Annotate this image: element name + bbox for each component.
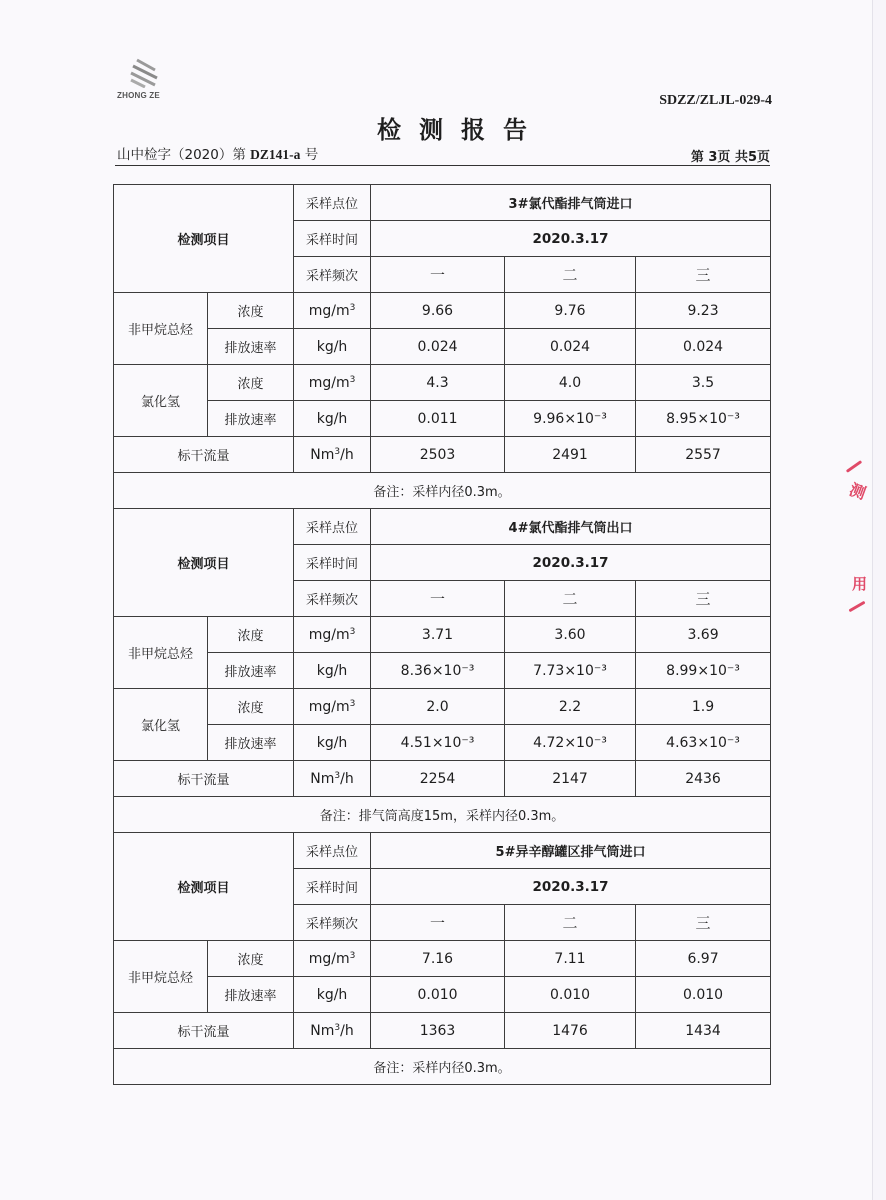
value-cell: 6.97	[636, 941, 771, 977]
value-cell: 9.66	[371, 293, 505, 329]
frequency-2: 二	[505, 905, 636, 941]
emission-rate-label: 排放速率	[208, 329, 294, 365]
value-cell: 3.69	[636, 617, 771, 653]
value-cell: 4.51×10⁻³	[371, 725, 505, 761]
sampling-frequency-label: 采样频次	[294, 905, 371, 941]
red-seal-stamp	[840, 465, 870, 615]
frequency-3: 三	[636, 257, 771, 293]
value-cell: 1363	[371, 1013, 505, 1049]
value-cell: 4.3	[371, 365, 505, 401]
unit-concentration: $mg/m^3$	[294, 617, 371, 653]
value-cell: 7.16	[371, 941, 505, 977]
std-dry-flow-label: 标干流量	[114, 761, 294, 797]
table-row	[114, 1049, 771, 1085]
sampling-frequency-label: 采样频次	[294, 257, 371, 293]
table-row	[114, 1013, 771, 1049]
value-cell: 1434	[636, 1013, 771, 1049]
std-dry-flow-label: 标干流量	[114, 437, 294, 473]
value-cell: 8.36×10⁻³	[371, 653, 505, 689]
stamp-fragment-top: 测	[846, 479, 869, 504]
value-cell: 8.99×10⁻³	[636, 653, 771, 689]
sampling-point-value: 4#氯代酯排气筒出口	[371, 509, 771, 545]
table-row	[114, 941, 771, 977]
sampling-point-value: 3#氯代酯排气筒进口	[371, 185, 771, 221]
value-cell: 2.0	[371, 689, 505, 725]
remark: 备注：采样内径0.3m。	[114, 1049, 771, 1085]
report-number-prefix: 山中检字（2020）第	[117, 147, 246, 163]
concentration-label: 浓度	[208, 617, 294, 653]
value-cell: 7.11	[505, 941, 636, 977]
value-cell: 2.2	[505, 689, 636, 725]
table-row	[114, 977, 771, 1013]
sampling-time-value: 2020.3.17	[371, 221, 771, 257]
unit-rate: kg/h	[294, 653, 371, 689]
frequency-2: 二	[505, 581, 636, 617]
value-cell: 9.96×10⁻³	[505, 401, 636, 437]
nmhc-label: 非甲烷总烃	[114, 941, 208, 1013]
page-indicator: 第 3页 共5页	[690, 150, 770, 165]
report-number	[117, 143, 318, 163]
sampling-point-label: 采样点位	[294, 185, 371, 221]
zhongze-logo	[117, 58, 167, 108]
table-row	[114, 329, 771, 365]
sampling-time-value: 2020.3.17	[371, 545, 771, 581]
test-item-header: 检测项目	[114, 185, 294, 293]
value-cell: 0.011	[371, 401, 505, 437]
remark: 备注：排气筒高度15m，采样内径0.3m。	[114, 797, 771, 833]
value-cell: 4.0	[505, 365, 636, 401]
concentration-label: 浓度	[208, 293, 294, 329]
unit-concentration: $mg/m^3$	[294, 365, 371, 401]
table-row	[114, 473, 771, 509]
unit-flow: Nm$^3$/h	[294, 437, 371, 473]
sampling-time-label: 采样时间	[294, 545, 371, 581]
value-cell: 3.60	[505, 617, 636, 653]
emission-rate-label: 排放速率	[208, 977, 294, 1013]
document-code: SDZZ/ZLJL-029-4	[659, 93, 772, 108]
frequency-1: 一	[371, 581, 505, 617]
remark: 备注：采样内径0.3m。	[114, 473, 771, 509]
value-cell: 4.63×10⁻³	[636, 725, 771, 761]
frequency-1: 一	[371, 257, 505, 293]
logo-stripes-icon	[127, 58, 161, 88]
sampling-time-label: 采样时间	[294, 869, 371, 905]
concentration-label: 浓度	[208, 941, 294, 977]
value-cell: 2491	[505, 437, 636, 473]
sampling-time-label: 采样时间	[294, 221, 371, 257]
table-row	[114, 617, 771, 653]
table-row	[114, 833, 771, 869]
test-item-header: 检测项目	[114, 833, 294, 941]
nmhc-label: 非甲烷总烃	[114, 617, 208, 689]
report-number-code: DZ141-a	[250, 147, 301, 162]
value-cell: 7.73×10⁻³	[505, 653, 636, 689]
concentration-label: 浓度	[208, 689, 294, 725]
value-cell: 2254	[371, 761, 505, 797]
value-cell: 4.72×10⁻³	[505, 725, 636, 761]
value-cell: 0.010	[505, 977, 636, 1013]
emission-rate-label: 排放速率	[208, 653, 294, 689]
table-row	[114, 365, 771, 401]
table-row	[114, 185, 771, 221]
table-row	[114, 509, 771, 545]
value-cell: 0.024	[371, 329, 505, 365]
header-divider	[115, 165, 770, 166]
unit-concentration: $mg/m^3$	[294, 293, 371, 329]
hcl-label: 氯化氢	[114, 689, 208, 761]
value-cell: 0.010	[371, 977, 505, 1013]
value-cell: 0.024	[505, 329, 636, 365]
unit-flow: Nm$^3$/h	[294, 761, 371, 797]
emission-rate-label: 排放速率	[208, 725, 294, 761]
value-cell: 1.9	[636, 689, 771, 725]
nmhc-label: 非甲烷总烃	[114, 293, 208, 365]
page-title: 检测报告	[377, 116, 545, 144]
value-cell: 8.95×10⁻³	[636, 401, 771, 437]
stamp-fragment-bottom: 用	[852, 575, 868, 593]
frequency-3: 三	[636, 905, 771, 941]
hcl-label: 氯化氢	[114, 365, 208, 437]
unit-concentration: $mg/m^3$	[294, 689, 371, 725]
sampling-point-label: 采样点位	[294, 509, 371, 545]
unit-rate: kg/h	[294, 329, 371, 365]
table-row	[114, 293, 771, 329]
value-cell: 3.71	[371, 617, 505, 653]
sampling-point-value: 5#异辛醇罐区排气筒进口	[371, 833, 771, 869]
frequency-3: 三	[636, 581, 771, 617]
std-dry-flow-label: 标干流量	[114, 1013, 294, 1049]
unit-rate: kg/h	[294, 977, 371, 1013]
report-table	[113, 184, 771, 1085]
value-cell: 2503	[371, 437, 505, 473]
table-row	[114, 761, 771, 797]
unit-concentration: $mg/m^3$	[294, 941, 371, 977]
emission-rate-label: 排放速率	[208, 401, 294, 437]
test-item-header: 检测项目	[114, 509, 294, 617]
table-row	[114, 653, 771, 689]
table-row	[114, 725, 771, 761]
frequency-1: 一	[371, 905, 505, 941]
frequency-2: 二	[505, 257, 636, 293]
value-cell: 1476	[505, 1013, 636, 1049]
sampling-point-label: 采样点位	[294, 833, 371, 869]
unit-flow: Nm$^3$/h	[294, 1013, 371, 1049]
logo-text: ZHONG ZE	[117, 91, 160, 100]
report-number-suffix: 号	[304, 147, 319, 163]
value-cell: 0.024	[636, 329, 771, 365]
value-cell: 2436	[636, 761, 771, 797]
value-cell: 9.76	[505, 293, 636, 329]
table-row	[114, 689, 771, 725]
value-cell: 2147	[505, 761, 636, 797]
value-cell: 0.010	[636, 977, 771, 1013]
sampling-frequency-label: 采样频次	[294, 581, 371, 617]
stamp-stroke	[848, 601, 865, 613]
unit-rate: kg/h	[294, 401, 371, 437]
value-cell: 3.5	[636, 365, 771, 401]
sampling-time-value: 2020.3.17	[371, 869, 771, 905]
concentration-label: 浓度	[208, 365, 294, 401]
unit-rate: kg/h	[294, 725, 371, 761]
table-row	[114, 437, 771, 473]
table-row	[114, 401, 771, 437]
value-cell: 9.23	[636, 293, 771, 329]
value-cell: 2557	[636, 437, 771, 473]
table-row	[114, 797, 771, 833]
